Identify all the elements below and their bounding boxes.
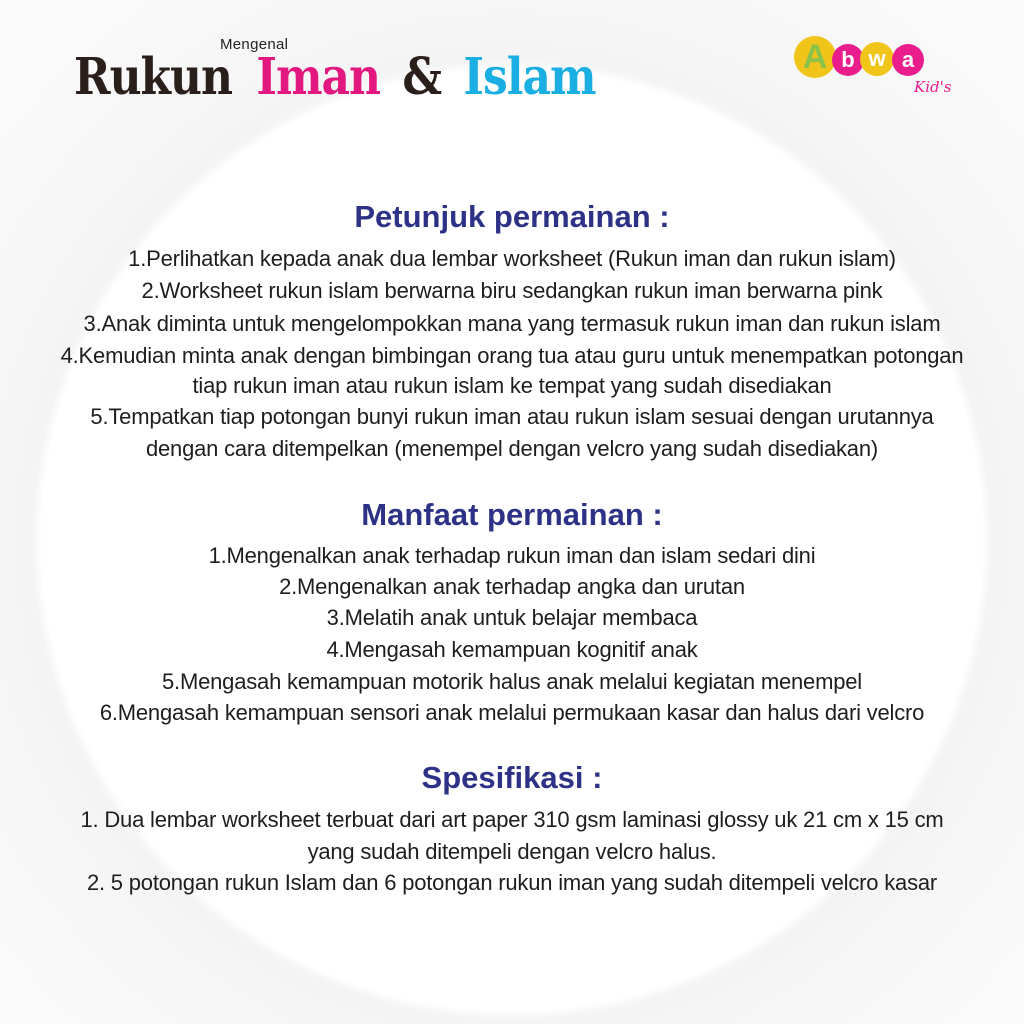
title-main-text [74,48,596,107]
manfaat-line: 2.Mengenalkan anak terhadap angka dan urutan [279,574,745,599]
title-word-rukun: Rukun [74,48,233,107]
manfaat-line: 5.Mengasah kemampuan motorik halus anak melalui kegiatan menempel [162,669,862,694]
title-word-iman: Iman [256,48,380,107]
title-ampersand: & [402,48,442,107]
brand-letter-a2: a [901,47,915,72]
product-title-logo [74,36,596,116]
title-word-islam: Islam [463,48,596,107]
title-small-text: Mengenal [220,36,289,53]
brand-letter-w-bubble [860,42,894,76]
petunjuk-line: 3.Anak diminta untuk mengelompokkan mana yang termasuk rukun iman dan rukun islam [83,311,941,336]
manfaat-line: 4.Mengasah kemampuan kognitif anak [326,637,698,662]
brand-letter-a: A [802,37,828,76]
manfaat-line: 1.Mengenalkan anak terhadap rukun iman dan islam sedari dini [208,543,816,568]
heading-spesifikasi: Spesifikasi : [421,760,603,795]
petunjuk-line: dengan cara ditempelkan (menempel dengan velcro yang sudah disediakan) [145,436,879,461]
petunjuk-line: 4.Kemudian minta anak dengan bimbingan orang tua atau guru untuk menempatkan potongan [60,343,964,368]
abwa-kids-logo [794,36,964,106]
petunjuk-line: 1.Perlihatkan kepada anak dua lembar worksheet (Rukun iman dan rukun islam) [128,246,896,271]
spesifikasi-line: 1. Dua lembar worksheet terbuat dari art paper 310 gsm laminasi glossy uk 21 cm x 15 cm [80,807,944,832]
spesifikasi-line: yang sudah ditempeli dengan velcro halus. [307,839,717,864]
heading-manfaat: Manfaat permainan : [361,497,663,532]
spesifikasi-line: 2. 5 potongan rukun Islam dan 6 potongan rukun iman yang sudah ditempeli velcro kasar [86,870,938,895]
petunjuk-line: 2.Worksheet rukun islam berwarna biru sedangkan rukun iman berwarna pink [141,278,883,303]
petunjuk-line: tiap rukun iman atau rukun islam ke tempat yang sudah disediakan [192,373,832,398]
brand-letter-a2-bubble [892,44,924,76]
manfaat-line: 6.Mengasah kemampuan sensori anak melalui permukaan kasar dan halus dari velcro [99,700,925,725]
brand-letter-w: w [868,46,886,71]
petunjuk-line: 5.Tempatkan tiap potongan bunyi rukun iman atau rukun islam sesuai dengan urutannya [90,404,934,429]
brand-letter-a-bubble [794,36,836,78]
manfaat-line: 3.Melatih anak untuk belajar membaca [326,605,698,630]
brand-letter-b: b [841,47,855,72]
brand-kids-text: Kid's [914,78,952,96]
heading-petunjuk: Petunjuk permainan : [354,199,670,234]
